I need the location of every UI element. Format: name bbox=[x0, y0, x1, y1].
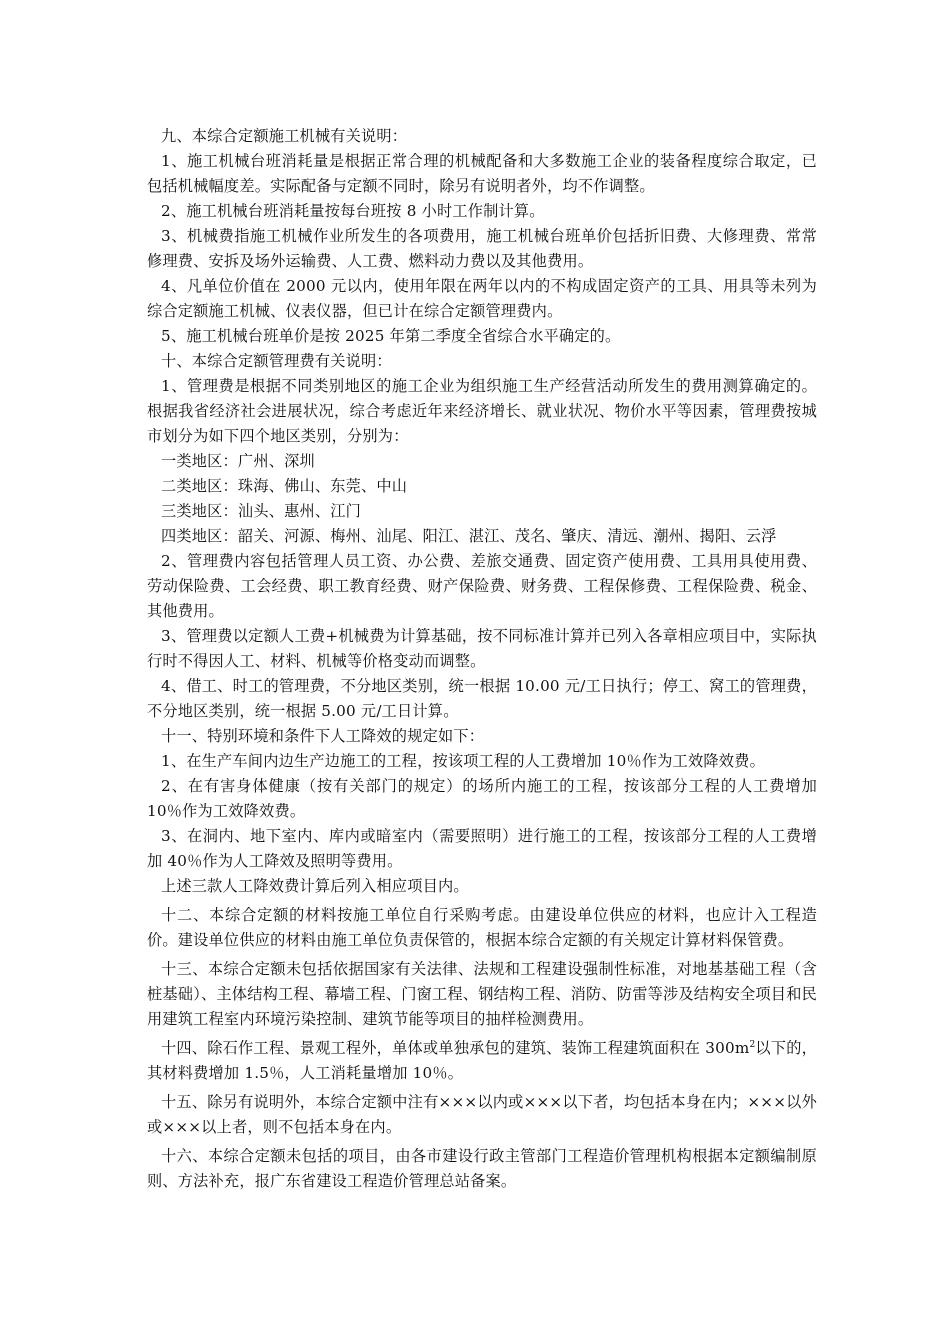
section-14-text-after: 以下的，其材料费增加 1.5％，人工消耗量增加 10％。 bbox=[147, 1039, 817, 1082]
section-13: 十三、本综合定额未包括依据国家有关法律、法规和工程建设强制性标准，对地基基础工程（含桩基础）、主体结构工程、幕墙工程、门窗工程、钢结构工程、消防、防雷等涉及结构安全项目和民用建筑工程室内环境污染控制、建筑节能等项目的抽样检测费用。 bbox=[147, 960, 817, 1028]
section-11-item-1: 1、在生产车间内边生产边施工的工程，按该项工程的人工费增加 10％作为工效降效费。 bbox=[161, 752, 765, 770]
section-9-item-2: 2、施工机械台班消耗量按每台班按 8 小时工作制计算。 bbox=[161, 202, 545, 220]
section-9-item-3: 3、机械费指施工机械作业所发生的各项费用，施工机械台班单价包括折旧费、大修理费、常常修理费、安拆及场外运输费、人工费、燃料动力费以及其他费用。 bbox=[147, 227, 817, 270]
section-10-item-3: 3、管理费以定额人工费+机械费为计算基础，按不同标准计算并已列入各章相应项目中，实际执行时不得因人工、材料、机械等价格变动而调整。 bbox=[147, 627, 817, 670]
section-11-item-3: 3、在洞内、地下室内、库内或暗室内（需要照明）进行施工的工程，按该部分工程的人工费增加 40％作为人工降效及照明等费用。 bbox=[147, 827, 817, 870]
region-class-3: 三类地区：汕头、惠州、江门 bbox=[161, 502, 362, 520]
section-9-item-4: 4、凡单位价值在 2000 元以内，使用年限在两年以内的不构成固定资产的工具、用具等未列为综合定额施工机械、仪表仪器，但已计在综合定额管理费内。 bbox=[147, 277, 817, 320]
section-9-item-1: 1、施工机械台班消耗量是根据正常合理的机械配备和大多数施工企业的装备程度综合取定，已包括机械幅度差。实际配备与定额不同时，除另有说明者外，均不作调整。 bbox=[147, 152, 817, 195]
area-unit-superscript: 2 bbox=[749, 1039, 756, 1050]
section-11-item-2: 2、在有害身体健康（按有关部门的规定）的场所内施工的工程，按该部分工程的人工费增加 10％作为工效降效费。 bbox=[147, 777, 817, 820]
section-11-heading: 十一、特别环境和条件下人工降效的规定如下： bbox=[161, 727, 485, 745]
section-14-text-before: 十四、除石作工程、景观工程外，单体或单独承包的建筑、装饰工程建筑面积在 300m bbox=[161, 1039, 750, 1057]
section-9-heading: 九、本综合定额施工机械有关说明： bbox=[161, 127, 408, 145]
document-page bbox=[147, 124, 817, 1194]
section-11-note: 上述三款人工降效费计算后列入相应项目内。 bbox=[161, 877, 469, 895]
section-14 bbox=[147, 1036, 817, 1086]
section-9-item-5: 5、施工机械台班单价是按 2025 年第二季度全省综合水平确定的。 bbox=[161, 327, 621, 345]
section-10-item-2: 2、管理费内容包括管理人员工资、办公费、差旅交通费、固定资产使用费、工具用具使用费、劳动保险费、工会经费、职工教育经费、财产保险费、财务费、工程保修费、工程保险费、税金、其他费用。 bbox=[147, 552, 817, 620]
section-10-heading: 十、本综合定额管理费有关说明： bbox=[161, 352, 392, 370]
region-class-2: 二类地区：珠海、佛山、东莞、中山 bbox=[161, 477, 408, 495]
section-16: 十六、本综合定额未包括的项目，由各市建设行政主管部门工程造价管理机构根据本定额编制原则、方法补充，报广东省建设工程造价管理总站备案。 bbox=[147, 1147, 817, 1190]
section-15: 十五、除另有说明外，本综合定额中注有×××以内或×××以下者，均包括本身在内；×××以外或×××以上者，则不包括本身在内。 bbox=[147, 1093, 817, 1136]
section-12: 十二、本综合定额的材料按施工单位自行采购考虑。由建设单位供应的材料，也应计入工程造价。建设单位供应的材料由施工单位负责保管的，根据本综合定额的有关规定计算材料保管费。 bbox=[147, 906, 817, 949]
region-class-1: 一类地区：广州、深圳 bbox=[161, 452, 315, 470]
section-10-item-1: 1、管理费是根据不同类别地区的施工企业为组织施工生产经营活动所发生的费用测算确定的。根据我省经济社会进展状况，综合考虑近年来经济增长、就业状况、物价水平等因素，管理费按城市划分为如下四个地区类别，分别为： bbox=[147, 377, 817, 445]
section-10-item-4: 4、借工、时工的管理费，不分地区类别，统一根据 10.00 元/工日执行；停工、窝工的管理费，不分地区类别，统一根据 5.00 元/工日计算。 bbox=[147, 677, 817, 720]
region-class-4: 四类地区：韶关、河源、梅州、汕尾、阳江、湛江、茂名、肇庆、清远、潮州、揭阳、云浮 bbox=[161, 527, 777, 545]
